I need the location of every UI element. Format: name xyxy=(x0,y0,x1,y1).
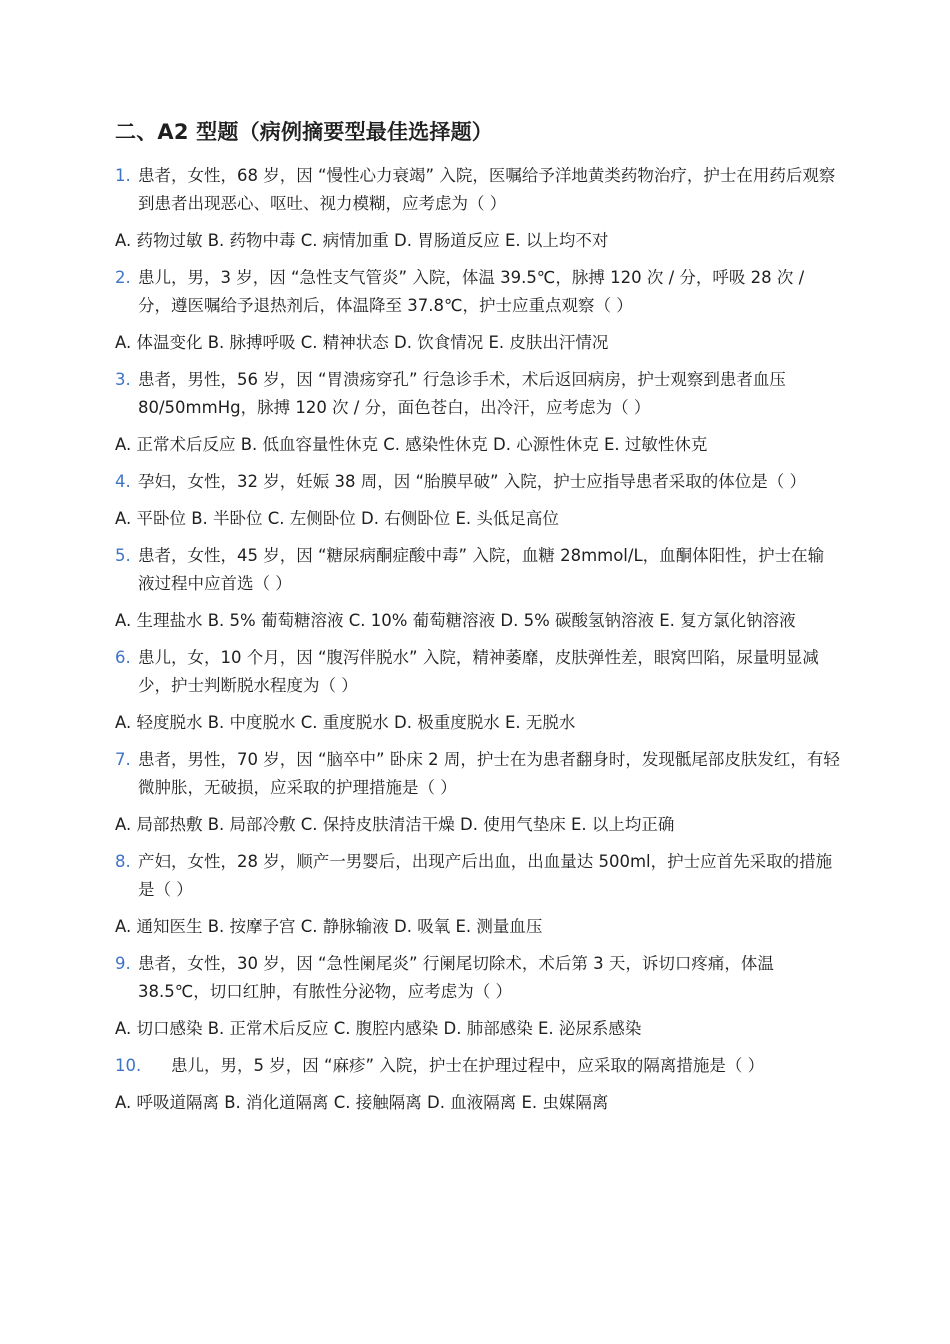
question-9 xyxy=(115,950,840,1006)
question-text: 产妇，女性，28 岁，顺产一男婴后，出现产后出血，出血量达 500ml，护士应首先采取的措施是（ ） xyxy=(138,852,833,899)
question-6 xyxy=(115,644,840,700)
question-text: 患儿，男，3 岁，因 “急性支气管炎” 入院，体温 39.5℃，脉搏 120 次 / 分，呼吸 28 次 / 分，遵医嘱给予退热剂后，体温降至 37.8℃，护士应重点观察（ ） xyxy=(138,268,805,315)
question-text: 患儿，男，5 岁，因 “麻疹” 入院，护士在护理过程中，应采取的隔离措施是（ ） xyxy=(171,1056,765,1075)
question-text: 患儿，女，10 个月，因 “腹泻伴脱水” 入院，精神萎靡，皮肤弹性差，眼窝凹陷，尿量明显减少，护士判断脱水程度为（ ） xyxy=(138,648,819,695)
question-number: 8. xyxy=(115,852,131,871)
question-8 xyxy=(115,848,840,904)
question-options: A. 生理盐水 B. 5% 葡萄糖溶液 C. 10% 葡萄糖溶液 D. 5% 碳酸氢钠溶液 E. 复方氯化钠溶液 xyxy=(115,611,796,630)
question-number: 9. xyxy=(115,954,131,973)
question-number: 5. xyxy=(115,546,131,565)
question-text: 孕妇，女性，32 岁，妊娠 38 周，因 “胎膜早破” 入院，护士应指导患者采取的体位是（ ） xyxy=(138,472,807,491)
question-10 xyxy=(115,1052,840,1080)
question-number: 10. xyxy=(115,1056,142,1075)
question-options: A. 平卧位 B. 半卧位 C. 左侧卧位 D. 右侧卧位 E. 头低足高位 xyxy=(115,509,559,528)
question-text: 患者，男性，56 岁，因 “胃溃疡穿孔” 行急诊手术，术后返回病房，护士观察到患者血压 80/50mmHg，脉搏 120 次 / 分，面色苍白，出冷汗，应考虑为（ ） xyxy=(138,370,786,417)
question-options: A. 轻度脱水 B. 中度脱水 C. 重度脱水 D. 极重度脱水 E. 无脱水 xyxy=(115,713,576,732)
question-1 xyxy=(115,162,840,218)
question-options: A. 呼吸道隔离 B. 消化道隔离 C. 接触隔离 D. 血液隔离 E. 虫媒隔离 xyxy=(115,1093,609,1112)
question-number: 7. xyxy=(115,750,131,769)
question-number: 2. xyxy=(115,268,131,287)
question-7 xyxy=(115,746,840,802)
question-options: A. 通知医生 B. 按摩子宫 C. 静脉输液 D. 吸氧 E. 测量血压 xyxy=(115,917,543,936)
question-4 xyxy=(115,468,840,496)
question-2 xyxy=(115,264,840,320)
question-text: 患者，女性，45 岁，因 “糖尿病酮症酸中毒” 入院，血糖 28mmol/L，血酮体阳性，护士在输液过程中应首选（ ） xyxy=(138,546,825,593)
question-options: A. 切口感染 B. 正常术后反应 C. 腹腔内感染 D. 肺部感染 E. 泌尿系感染 xyxy=(115,1019,642,1038)
question-number: 3. xyxy=(115,370,131,389)
question-options: A. 局部热敷 B. 局部冷敷 C. 保持皮肤清洁干燥 D. 使用气垫床 E. 以上均正确 xyxy=(115,815,675,834)
question-number: 1. xyxy=(115,166,131,185)
section-title: 二、A2 型题（病例摘要型最佳选择题） xyxy=(115,120,493,144)
question-options: A. 体温变化 B. 脉搏呼吸 C. 精神状态 D. 饮食情况 E. 皮肤出汗情况 xyxy=(115,333,609,352)
question-options: A. 正常术后反应 B. 低血容量性休克 C. 感染性休克 D. 心源性休克 E. 过敏性休克 xyxy=(115,435,708,454)
question-5 xyxy=(115,542,840,598)
question-text: 患者，女性，30 岁，因 “急性阑尾炎” 行阑尾切除术，术后第 3 天，诉切口疼痛，体温 38.5℃，切口红肿，有脓性分泌物，应考虑为（ ） xyxy=(138,954,774,1001)
question-3 xyxy=(115,366,840,422)
question-text: 患者，女性，68 岁，因 “慢性心力衰竭” 入院，医嘱给予洋地黄类药物治疗，护士在用药后观察到患者出现恶心、呕吐、视力模糊，应考虑为（ ） xyxy=(138,166,836,213)
question-number: 4. xyxy=(115,472,131,491)
question-number: 6. xyxy=(115,648,131,667)
question-options: A. 药物过敏 B. 药物中毒 C. 病情加重 D. 胃肠道反应 E. 以上均不对 xyxy=(115,231,609,250)
question-text: 患者，男性，70 岁，因 “脑卒中” 卧床 2 周，护士在为患者翻身时，发现骶尾部皮肤发红，有轻微肿胀，无破损，应采取的护理措施是（ ） xyxy=(138,750,840,797)
